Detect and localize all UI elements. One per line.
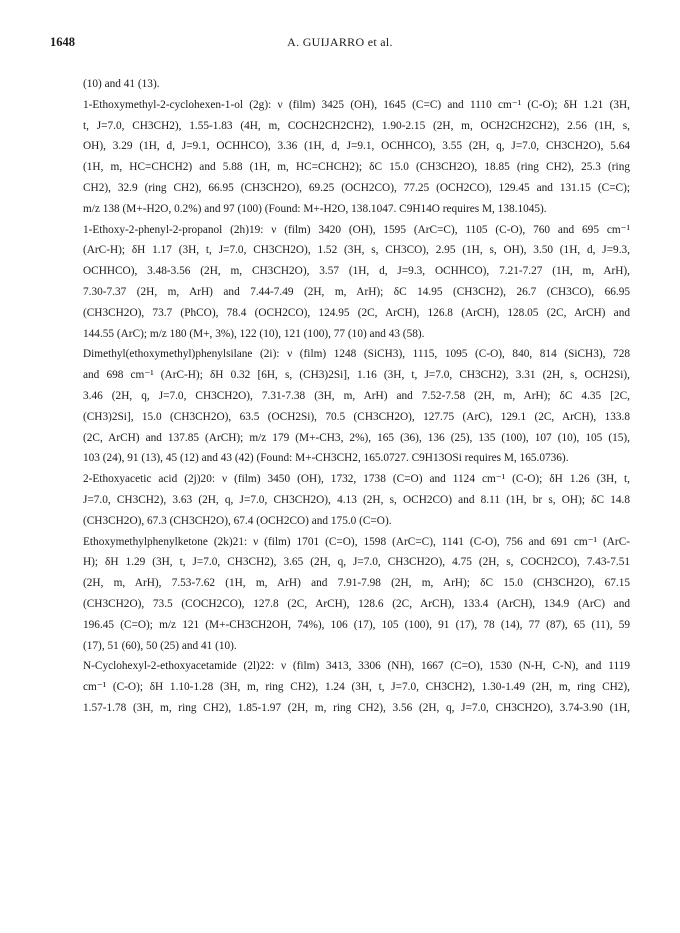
text-line: cm⁻¹ (C-O); δH 1.10-1.28 (3H, m, ring CH2), 1.24 (3H, t, J=7.0, CH3CH2), 1.30-1.49 (2H, m, ring CH2),: [83, 681, 630, 694]
text-line: (CH3CH2O), 73.7 (PhCO), 78.4 (OCH2CO), 124.95 (2C, ArCH), 126.8 (ArCH), 128.05 (2C, ArCH) and: [83, 306, 630, 319]
text-line: Ethoxymethylphenylketone (2k)21: ν (film) 1701 (C=O), 1598 (ArC=C), 1141 (C-O), 756 and 691 cm⁻¹ (ArC-: [83, 535, 630, 548]
page-number: 1648: [50, 35, 75, 49]
text-line: 1-Ethoxymethyl-2-cyclohexen-1-ol (2g): ν (film) 3425 (OH), 1645 (C=C) and 1110 cm⁻¹ (C-O); δH 1.21 (3H,: [83, 98, 630, 111]
text-line: OCHHCO), 3.48-3.56 (2H, m, CH3CH2O), 3.57 (1H, d, J=9.3, OCHHCO), 7.21-7.27 (1H, m, ArH),: [83, 265, 630, 278]
text-line: (17), 51 (60), 50 (25) and 41 (10).: [83, 639, 237, 652]
text-line: and 698 cm⁻¹ (ArC-H); δH 0.32 [6H, s, (CH3)2Si], 1.16 (3H, t, J=7.0, CH3CH2), 3.31 (2H, s, OCH2Si),: [83, 369, 630, 382]
text-line: t, J=7.0, CH3CH2), 1.55-1.83 (4H, m, COCH2CH2CH2), 1.90-2.15 (2H, m, OCH2CH2CH2), 2.56 (1H, s,: [83, 119, 630, 132]
text-line: (10) and 41 (13).: [83, 78, 160, 90]
text-line: 1.57-1.78 (3H, m, ring CH2), 1.85-1.97 (2H, m, ring CH2), 3.56 (2H, q, J=7.0, CH3CH2O), 3.74-3.90 (1H,: [83, 701, 630, 714]
text-line: 144.55 (ArC); m/z 180 (M+, 3%), 122 (10), 121 (100), 77 (10) and 43 (58).: [83, 327, 425, 340]
text-line: OH), 3.29 (1H, d, J=9.1, OCHHCO), 3.36 (1H, d, J=9.1, OCHHCO), 3.55 (2H, q, J=7.0, CH3CH2O), 5.64: [83, 140, 630, 153]
text-line: (ArC-H); δH 1.17 (3H, t, J=7.0, CH3CH2O), 1.52 (3H, s, CH3CO), 2.95 (1H, s, OH), 3.50 (1H, d, J=9.3,: [83, 244, 630, 257]
text-line: H); δH 1.29 (3H, t, J=7.0, CH3CH2), 3.65 (2H, q, J=7.0, CH3CH2O), 4.75 (2H, s, COCH2CO), 7.43-7.51: [83, 556, 630, 569]
text-line: m/z 138 (M+-H2O, 0.2%) and 97 (100) (Found: M+-H2O, 138.1047. C9H14O requires M, 138.1045).: [83, 202, 547, 215]
text-line: (CH3CH2O), 73.5 (COCH2CO), 127.8 (2C, ArCH), 128.6 (2C, ArCH), 133.4 (ArCH), 134.9 (ArC) and: [83, 597, 630, 610]
text-line: (2H, m, ArH), 7.53-7.62 (1H, m, ArH) and 7.91-7.98 (2H, m, ArH); δC 15.0 (CH3CH2O), 67.15: [83, 577, 630, 590]
text-line: 3.46 (2H, q, J=7.0, CH3CH2O), 7.31-7.38 (3H, m, ArH) and 7.52-7.58 (2H, m, ArH); δC 4.35 [2C,: [83, 389, 630, 402]
body-text: [83, 74, 630, 719]
text-line: N-Cyclohexyl-2-ethoxyacetamide (2l)22: ν (film) 3413, 3306 (NH), 1667 (C=O), 1530 (N-H, C-N), and 1119: [83, 660, 630, 673]
text-line: 103 (24), 91 (13), 45 (12) and 43 (42) (Found: M+-CH3CH2, 165.0727. C9H13OSi requires M, 165.0736).: [83, 452, 569, 465]
text-line: 196.45 (C=O); m/z 121 (M+-CH3CH2OH, 74%), 106 (17), 105 (100), 91 (17), 78 (14), 77 (87), 65 (11), 59: [83, 618, 630, 631]
text-line: (2C, ArCH) and 137.85 (ArCH); m/z 179 (M+-CH3, 2%), 165 (36), 136 (25), 135 (100), 107 (10), 105 (15),: [83, 431, 630, 444]
text-line: CH2), 32.9 (ring CH2), 66.95 (CH3CH2O), 69.25 (OCH2CO), 77.25 (OCH2CO), 129.45 and 131.15 (C=C);: [83, 181, 630, 194]
text-line: J=7.0, CH3CH2), 3.63 (2H, q, J=7.0, CH3CH2O), 4.13 (2H, s, OCH2CO) and 8.11 (1H, br s, OH); δC 14.8: [83, 493, 630, 506]
text-line: 1-Ethoxy-2-phenyl-2-propanol (2h)19: ν (film) 3420 (OH), 1595 (ArC=C), 1105 (C-O), 760 and 695 cm⁻¹: [83, 223, 630, 236]
text-line: 7.30-7.37 (2H, m, ArH) and 7.44-7.49 (2H, m, ArH); δC 14.95 (CH3CH2), 26.7 (CH3CO), 66.95: [83, 285, 630, 298]
running-head: A. GUIJARRO et al.: [287, 35, 393, 49]
text-line: (CH3)2Si], 15.0 (CH3CH2O), 63.5 (OCH2Si), 70.5 (CH3CH2O), 127.75 (ArC), 129.1 (2C, ArCH), 133.8: [83, 410, 630, 423]
text-line: Dimethyl(ethoxymethyl)phenylsilane (2i): ν (film) 1248 (SiCH3), 1115, 1095 (C-O), 840, 814 (SiCH3), 728: [83, 348, 630, 361]
text-line: 2-Ethoxyacetic acid (2j)20: ν (film) 3450 (OH), 1732, 1738 (C=O) and 1124 cm⁻¹ (C-O); δH 1.26 (3H, t,: [83, 473, 630, 486]
text-line: (1H, m, HC=CHCH2) and 5.88 (1H, m, HC=CHCH2); δC 15.0 (CH3CH2O), 18.85 (ring CH2), 25.3 (ring: [83, 161, 630, 174]
text-line: (CH3CH2O), 67.3 (CH3CH2O), 67.4 (OCH2CO) and 175.0 (C=O).: [83, 514, 392, 527]
